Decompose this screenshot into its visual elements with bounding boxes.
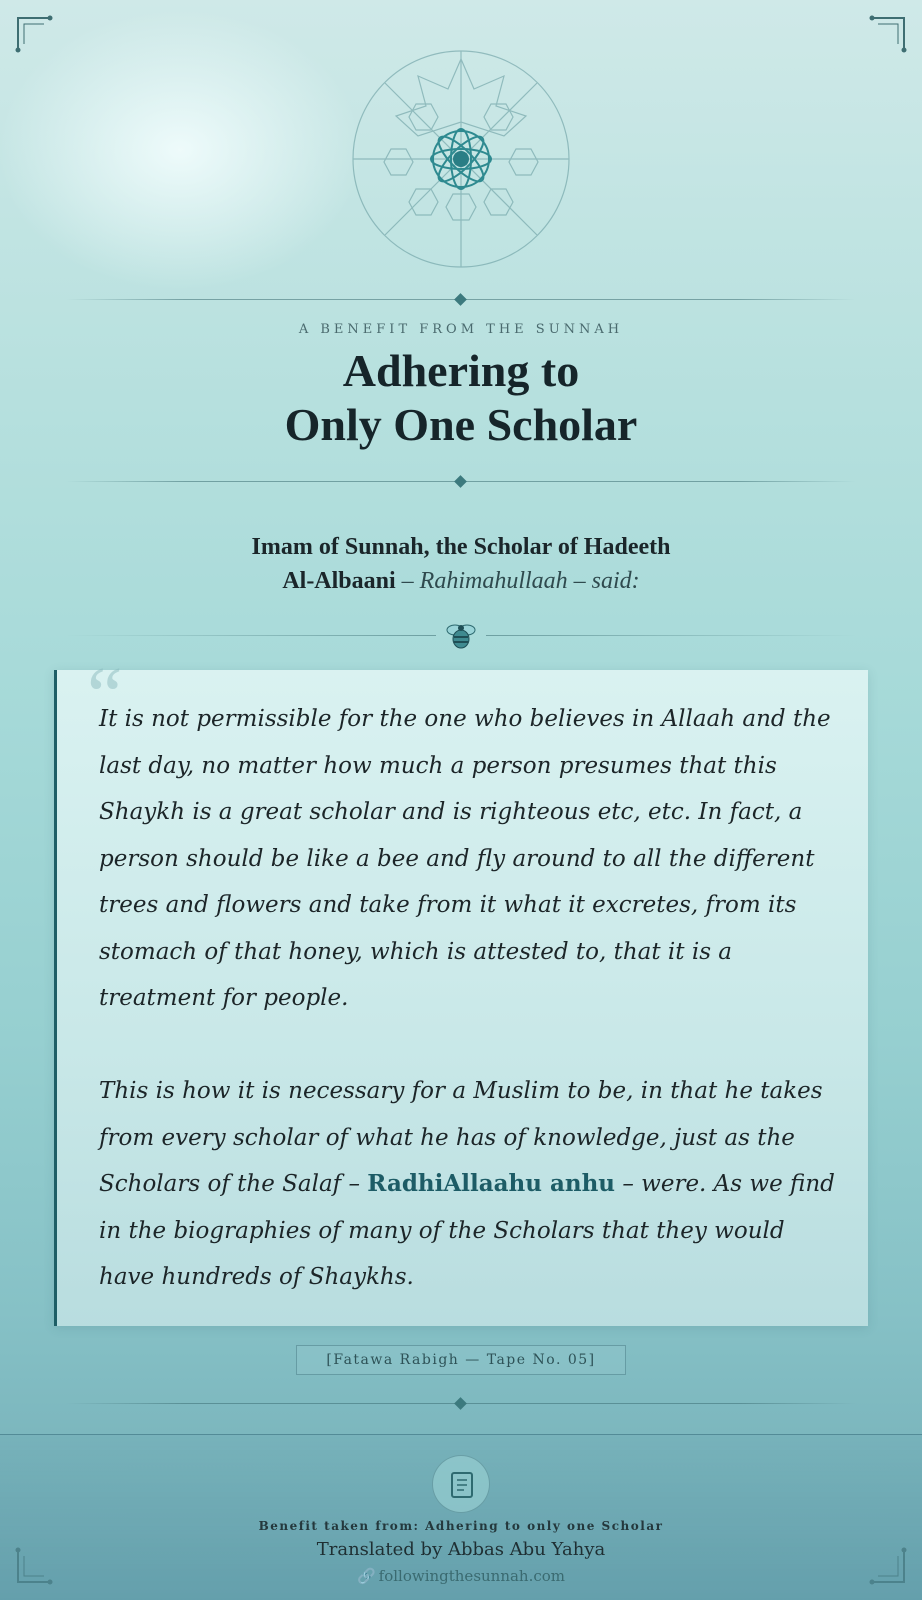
attribution-line-2 bbox=[0, 564, 922, 598]
website-link[interactable] bbox=[0, 1567, 922, 1585]
quote-paragraph-2-start: This is how it is necessary for a Muslim to be, in that he takes from every scholar of what he has of knowledge, just as the Scholars of the Salaf – bbox=[99, 1078, 823, 1197]
corner-ornament-top-right bbox=[868, 14, 908, 54]
source-reference: [Fatawa Rabigh — Tape No. 05] bbox=[296, 1345, 626, 1375]
footer bbox=[0, 1434, 922, 1600]
quote-paragraph-2 bbox=[99, 1068, 839, 1301]
bee-icon bbox=[444, 620, 478, 650]
quote-mark-icon: “ bbox=[87, 652, 123, 740]
said-label: said: bbox=[591, 568, 640, 594]
corner-ornament-top-left bbox=[14, 14, 54, 54]
divider-rule bbox=[66, 476, 856, 488]
quote-card bbox=[54, 652, 868, 1326]
divider-rule bbox=[66, 294, 856, 306]
translator-credit: Translated by Abbas Abu Yahya bbox=[316, 1539, 606, 1560]
quote-highlight: RadhiAllaahu anhu bbox=[367, 1170, 616, 1197]
quote-paragraph-2-end: – were. As we find in the biographies of many of the Scholars that they would have hundreds of Shaykhs. bbox=[99, 1171, 835, 1290]
attribution-dash: – bbox=[567, 568, 592, 594]
attribution-title: Imam of Sunnah, the Scholar of Hadeeth bbox=[251, 534, 671, 560]
link-icon: 🔗 bbox=[356, 1567, 376, 1585]
diamond-icon bbox=[454, 475, 467, 488]
geometric-emblem-icon bbox=[346, 44, 576, 274]
title-line-2: Only One Scholar bbox=[284, 399, 638, 450]
attribution bbox=[0, 530, 922, 598]
eyebrow-label: A BENEFIT FROM THE SUNNAH bbox=[298, 322, 624, 337]
benefit-source: Benefit taken from: Adhering to only one Scholar bbox=[258, 1519, 664, 1533]
quote-text bbox=[99, 696, 839, 1301]
scholar-name: Al-Albaani bbox=[282, 568, 396, 594]
divider-rule bbox=[66, 1398, 856, 1410]
website-label: followingthesunnah.com bbox=[378, 1567, 566, 1585]
bee-divider bbox=[66, 620, 856, 650]
honorific: Rahimahullaah bbox=[419, 568, 568, 594]
title-line-1: Adhering to bbox=[342, 345, 580, 396]
page-title bbox=[0, 344, 922, 452]
quote-paragraph-1: It is not permissible for the one who believes in Allaah and the last day, no matter how much a person presumes that this Shaykh is a great scholar and is righteous etc, etc. In fact, a person should be like a bee and fly around to all the different trees and flowers and take from it what it excretes, from its stomach of that honey, which is attested to, that it is a treatment for people. bbox=[99, 706, 831, 1011]
diamond-icon bbox=[454, 293, 467, 306]
attribution-dash: – bbox=[395, 568, 420, 594]
book-icon bbox=[432, 1455, 490, 1513]
diamond-icon bbox=[454, 1397, 467, 1410]
